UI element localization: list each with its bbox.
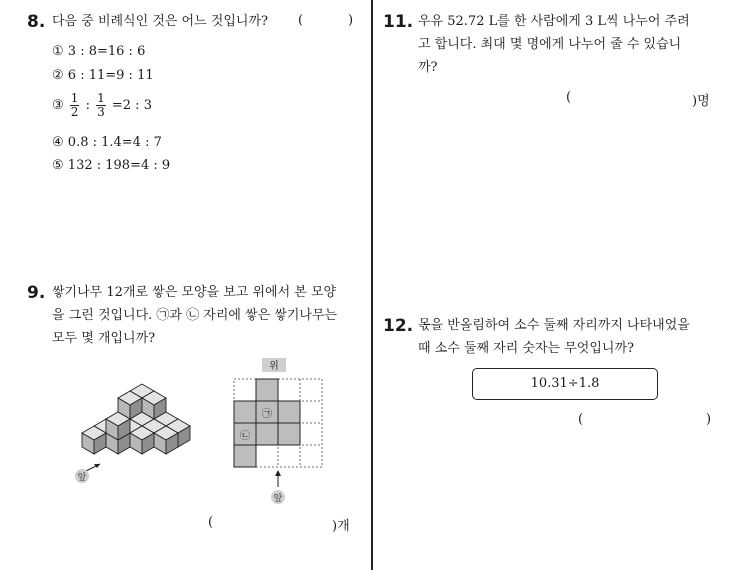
q9-number: 9. (27, 283, 46, 303)
choice-mark: ③ (52, 98, 64, 113)
front-label: 앞 (77, 473, 87, 483)
q9-answer-close: )개 (332, 519, 350, 534)
q12-question-text (418, 314, 690, 360)
expression-box: 10.31÷1.8 (472, 368, 658, 400)
choice-mark: ② (52, 68, 64, 83)
fraction-one-third: $\frac{1}{3}$ (97, 91, 105, 119)
q12-number: 12. (383, 316, 414, 336)
q11-line-1: 우유 52.72 L를 한 사람에게 3 L씩 나누어 주려 (418, 14, 690, 29)
fraction-one-half: $\frac{1}{2}$ (70, 91, 79, 119)
q8-choice-5[interactable] (52, 158, 170, 173)
choice-expression: 132 : 198=4 : 9 (67, 158, 171, 173)
q12-line-2: 때 소수 둘째 자리 숫자는 무엇입니까? (418, 341, 635, 356)
q8-choice-1[interactable] (52, 44, 145, 59)
q8-number: 8. (27, 12, 46, 32)
top-view-grid (228, 357, 328, 507)
q8-answer-close: ) (348, 13, 354, 28)
choice-expression: 3 : 8=16 : 6 (67, 44, 146, 59)
q11-answer-open: ( (566, 90, 572, 105)
choice-expression: 0.8 : 1.4=4 : 7 (67, 135, 162, 150)
top-label: 위 (269, 361, 279, 372)
column-divider (371, 0, 373, 570)
choice-expression: 6 : 11=9 : 11 (67, 68, 154, 83)
choice-mark: ⑤ (52, 158, 64, 173)
q9-line-1: 쌓기나무 12개로 쌓은 모양을 보고 위에서 본 모양 (52, 285, 337, 300)
q11-answer-close: )명 (692, 94, 710, 109)
q11-question-text (418, 10, 690, 79)
q8-choice-4[interactable] (52, 135, 162, 150)
q11-line-2: 고 합니다. 최대 몇 명에게 나누어 줄 수 있습니 (418, 37, 682, 52)
q9-question-text (52, 281, 337, 350)
choice-mark: ④ (52, 135, 64, 150)
mark-giyeok: ㉠ (262, 409, 272, 420)
q11-number: 11. (383, 12, 414, 32)
q8-answer-open: ( (298, 13, 304, 28)
q12-answer-open: ( (578, 412, 584, 427)
q12-line-1: 몫을 반올림하여 소수 둘째 자리까지 나타내었을 (418, 318, 690, 333)
choice-expression: =2 : 3 (111, 98, 152, 113)
q9-line-3: 모두 몇 개입니까? (52, 331, 156, 346)
ratio-separator: : (85, 98, 90, 113)
front-label: 앞 (273, 494, 283, 504)
q9-answer-open: ( (208, 515, 214, 530)
q12-answer-close: ) (706, 412, 712, 427)
choice-mark: ① (52, 44, 64, 59)
mark-nieun: ㉡ (240, 431, 250, 442)
q9-line-2: 을 그린 것입니다. ㉠과 ㉡ 자리에 쌓은 쌓기나무는 (52, 308, 338, 323)
q8-question-text: 다음 중 비례식인 것은 어느 것입니까? (52, 14, 269, 29)
q8-choice-3[interactable] (52, 92, 152, 119)
q11-line-3: 까? (418, 60, 438, 75)
stacked-cubes-figure (60, 368, 210, 498)
q8-choice-2[interactable] (52, 68, 154, 83)
